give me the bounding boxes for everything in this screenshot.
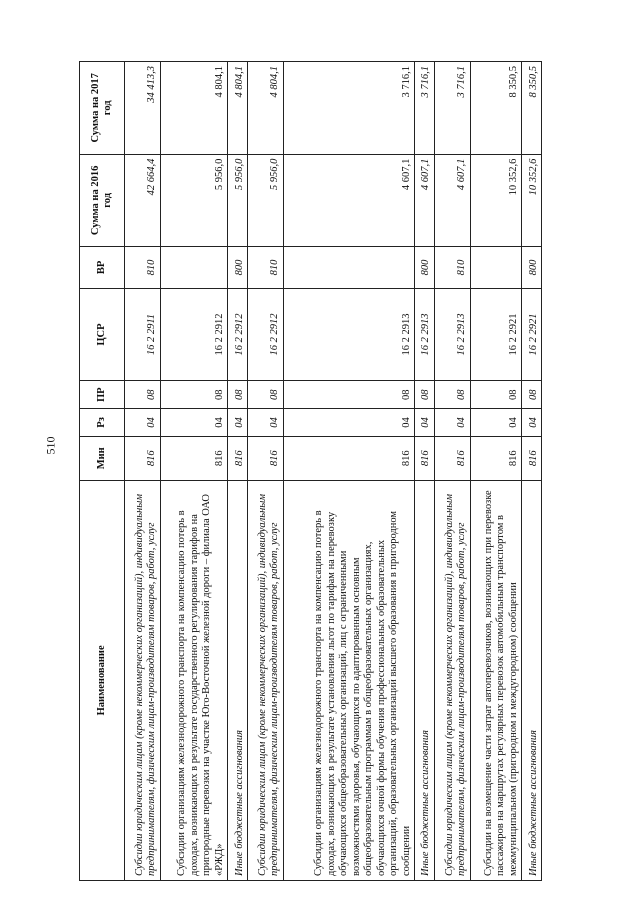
cell-rz: 04	[248, 409, 284, 437]
table-row	[248, 62, 284, 881]
cell-sum-2017: 4 804,1	[228, 62, 248, 155]
cell-sum-2017: 3 716,1	[283, 62, 414, 155]
cell-rz: 04	[434, 409, 470, 437]
cell-sum-2016: 4 607,1	[415, 154, 435, 247]
cell-vr	[470, 247, 522, 289]
budget-table	[79, 61, 542, 881]
table-row	[434, 62, 470, 881]
cell-vr: 800	[228, 247, 248, 289]
cell-min: 816	[248, 436, 284, 480]
cell-vr: 800	[522, 247, 542, 289]
cell-vr: 800	[415, 247, 435, 289]
cell-rz: 04	[283, 409, 414, 437]
header-min: Мин	[80, 436, 125, 480]
cell-pr: 08	[434, 381, 470, 409]
table-row	[415, 62, 435, 881]
cell-sum-2017: 3 716,1	[415, 62, 435, 155]
cell-rz: 04	[125, 409, 161, 437]
cell-min: 816	[228, 436, 248, 480]
page-number: 510	[43, 436, 58, 455]
cell-vr: 810	[434, 247, 470, 289]
cell-sum-2016: 10 352,6	[470, 154, 522, 247]
cell-vr: 810	[248, 247, 284, 289]
cell-vr	[283, 247, 414, 289]
table-row	[228, 62, 248, 881]
cell-vr: 810	[125, 247, 161, 289]
cell-pr: 08	[248, 381, 284, 409]
cell-name: Субсидии юридическим лицам (кроме некоммерческих организаций), индивидуальным предпринимателям, физическим лицам-производителям товаров, работ, услуг	[248, 480, 284, 880]
cell-pr: 08	[125, 381, 161, 409]
cell-sum-2016: 4 607,1	[434, 154, 470, 247]
cell-name: Иные бюджетные ассигнования	[522, 480, 542, 880]
cell-rz: 04	[228, 409, 248, 437]
cell-rz: 04	[160, 409, 228, 437]
cell-name: Субсидии организациям железнодорожного транспорта на компенсацию потерь в доходах, возникающих в результате установления льгот по тарифам на перевозку обучающихся общеобразовательных организаций, лиц с ограниченными возможностями здоровья, обучающихся по адаптированным основным общеобразовательным программам в общеобразовательных организациях, обучающихся очной формы обучения профессиональных образовательных организаций, образовательных организаций высшего образования в пригородном сообщении	[283, 480, 414, 880]
cell-vr	[160, 247, 228, 289]
cell-csr: 16 2 2912	[228, 288, 248, 381]
cell-pr: 08	[522, 381, 542, 409]
cell-name: Субсидии юридическим лицам (кроме некоммерческих организаций), индивидуальным предпринимателям, физическим лицам-производителям товаров, работ, услуг	[125, 480, 161, 880]
table-row	[283, 62, 414, 881]
header-csr: ЦСР	[80, 288, 125, 381]
cell-min: 816	[160, 436, 228, 480]
cell-sum-2017: 8 350,5	[470, 62, 522, 155]
header-sum-2016: Сумма на 2016 год	[80, 154, 125, 247]
cell-sum-2016: 5 956,0	[248, 154, 284, 247]
cell-sum-2016: 4 607,1	[283, 154, 414, 247]
cell-min: 816	[470, 436, 522, 480]
cell-sum-2017: 8 350,5	[522, 62, 542, 155]
cell-min: 816	[434, 436, 470, 480]
cell-csr: 16 2 2913	[434, 288, 470, 381]
cell-name: Иные бюджетные ассигнования	[415, 480, 435, 880]
table-header-row	[80, 62, 125, 881]
cell-sum-2016: 42 664,4	[125, 154, 161, 247]
header-name: Наименование	[80, 480, 125, 880]
header-sum-2017: Сумма на 2017 год	[80, 62, 125, 155]
cell-min: 816	[283, 436, 414, 480]
table-row	[470, 62, 522, 881]
cell-sum-2017: 4 804,1	[160, 62, 228, 155]
cell-csr: 16 2 2912	[160, 288, 228, 381]
cell-name: Субсидии на возмещение части затрат автоперевозчиков, возникающих при перевозке пассажиров на маршрутах регулярных перевозок автомобильным транспортом в межмуниципальном (пригородном и междугородном) сообщении	[470, 480, 522, 880]
table-row	[160, 62, 228, 881]
cell-sum-2017: 3 716,1	[434, 62, 470, 155]
cell-pr: 08	[283, 381, 414, 409]
cell-csr: 16 2 2921	[522, 288, 542, 381]
cell-csr: 16 2 2911	[125, 288, 161, 381]
header-vr: ВР	[80, 247, 125, 289]
cell-csr: 16 2 2912	[248, 288, 284, 381]
cell-name: Субсидии организациям железнодорожного транспорта на компенсацию потерь в доходах, возникающих в результате государственного регулирования тарифов на пригородные перевозки на участке Юго-Восточной железной дороги – филиала ОАО «РЖД»	[160, 480, 228, 880]
cell-sum-2016: 5 956,0	[160, 154, 228, 247]
header-pr: ПР	[80, 381, 125, 409]
rotated-table-container	[79, 61, 542, 881]
cell-name: Иные бюджетные ассигнования	[228, 480, 248, 880]
cell-rz: 04	[470, 409, 522, 437]
table-row	[522, 62, 542, 881]
cell-min: 816	[522, 436, 542, 480]
cell-pr: 08	[470, 381, 522, 409]
cell-pr: 08	[228, 381, 248, 409]
cell-csr: 16 2 2913	[415, 288, 435, 381]
cell-min: 816	[415, 436, 435, 480]
cell-csr: 16 2 2921	[470, 288, 522, 381]
cell-sum-2017: 34 413,3	[125, 62, 161, 155]
table-row	[125, 62, 161, 881]
cell-pr: 08	[415, 381, 435, 409]
cell-sum-2016: 10 352,6	[522, 154, 542, 247]
cell-csr: 16 2 2913	[283, 288, 414, 381]
cell-rz: 04	[415, 409, 435, 437]
cell-name: Субсидии юридическим лицам (кроме некоммерческих организаций), индивидуальным предпринимателям, физическим лицам-производителям товаров, работ, услуг	[434, 480, 470, 880]
cell-sum-2016: 5 956,0	[228, 154, 248, 247]
header-rz: Рз	[80, 409, 125, 437]
cell-min: 816	[125, 436, 161, 480]
cell-pr: 08	[160, 381, 228, 409]
cell-rz: 04	[522, 409, 542, 437]
cell-sum-2017: 4 804,1	[248, 62, 284, 155]
